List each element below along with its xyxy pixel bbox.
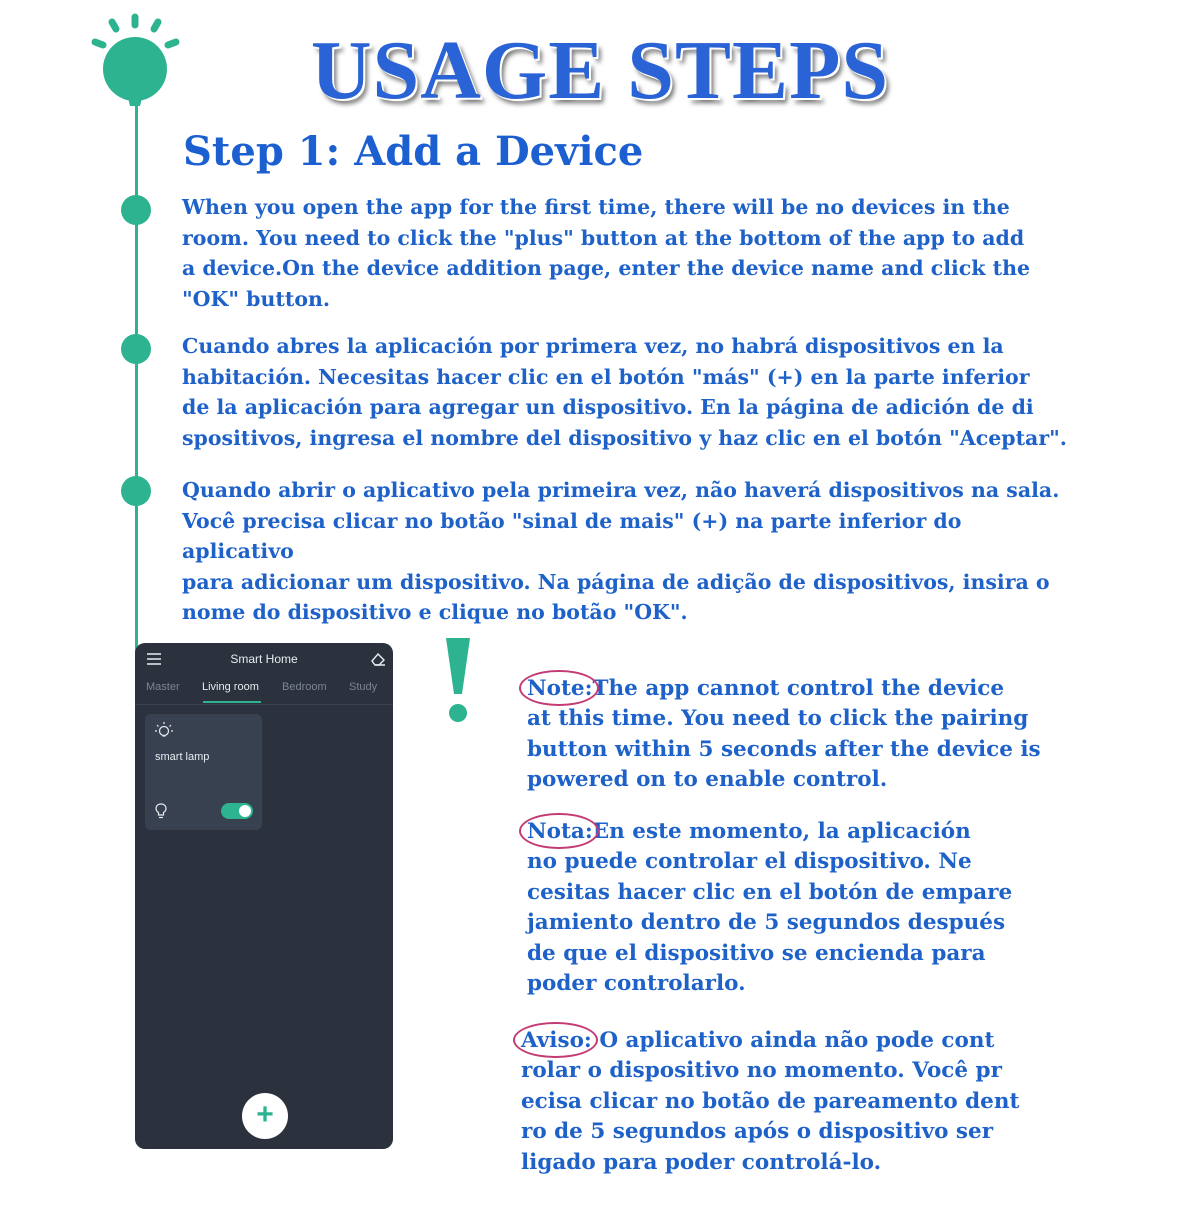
phone-app-title: Smart Home: [230, 652, 298, 666]
eraser-icon[interactable]: [370, 651, 386, 667]
tab-study[interactable]: Study: [349, 681, 378, 693]
note-label: Nota:: [527, 817, 593, 848]
tab-bedroom[interactable]: Bedroom: [282, 681, 327, 693]
step-text-en: When you open the app for the first time, there will be no devices in the room. You need to click the "plus" button at the bottom of the app to add a device.On the device addition page, enter the device name and click the "OK" button.: [182, 195, 1031, 311]
step-title: Step 1: Add a Device: [183, 128, 644, 175]
device-power-toggle[interactable]: [221, 803, 253, 819]
toggle-knob: [239, 805, 251, 817]
note-text: no puede controlar el dispositivo. Ne cesitas hacer clic en el botón de empare jamiento dentro de 5 segundos después de que el dispositivo se encienda para poder controlarlo.: [527, 849, 1013, 996]
note-first-line: O aplicativo ainda não pode cont: [591, 1027, 995, 1053]
tab-living-room[interactable]: Living room: [202, 681, 259, 693]
note-first-line: En este momento, la aplicación: [592, 818, 971, 844]
note-label: Note:: [527, 674, 593, 705]
device-name: smart lamp: [155, 751, 210, 763]
active-tab-indicator: [203, 701, 261, 703]
note-first-line: The app cannot control the device: [592, 675, 1005, 701]
lightbulb-icon: [154, 721, 174, 741]
note-text: rolar o dispositivo no momento. Você pr ecisa clicar no botão de pareamento dent ro de 5 segundos após o dispositivo ser ligado para poder controlá-lo.: [521, 1058, 1020, 1175]
step-text-es: Cuando abres la aplicación por primera vez, no habrá dispositivos en la habitación. Necesitas hacer clic en el botón "más" (+) en la parte inferior de la aplicación para agregar un dispositivo. En la página de adición de di spositivos, ingresa el nombre del dispositivo y haz clic en el botón "Aceptar".: [182, 334, 1067, 450]
page-title: USAGE STEPS: [310, 24, 890, 117]
step-text-pt: Quando abrir o aplicativo pela primeira vez, não haverá dispositivos na sala. Você precisa clicar no botão "sinal de mais" (+) na parte inferior do aplicativo para adicionar um dispositivo. Na página de adição de dispositivos, insira o nome do dispositivo e clique no botão "OK".: [182, 478, 1060, 624]
note-es: [527, 786, 1087, 1030]
note-label: Aviso:: [521, 1026, 592, 1057]
timeline-dot: [121, 334, 151, 364]
add-device-button[interactable]: +: [242, 1093, 288, 1139]
device-card[interactable]: [145, 714, 262, 830]
bulb-outline-icon: [155, 803, 167, 819]
note-text: at this time. You need to click the pairing button within 5 seconds after the device is powered on to enable control.: [527, 706, 1041, 792]
phone-screenshot: [135, 643, 393, 1149]
exclamation-icon: [441, 636, 475, 726]
tab-divider: [135, 704, 393, 705]
note-pt: [521, 995, 1121, 1209]
tab-master[interactable]: Master: [146, 681, 180, 693]
timeline-dot: [121, 476, 151, 506]
timeline-line: [135, 100, 138, 660]
timeline-dot: [121, 195, 151, 225]
